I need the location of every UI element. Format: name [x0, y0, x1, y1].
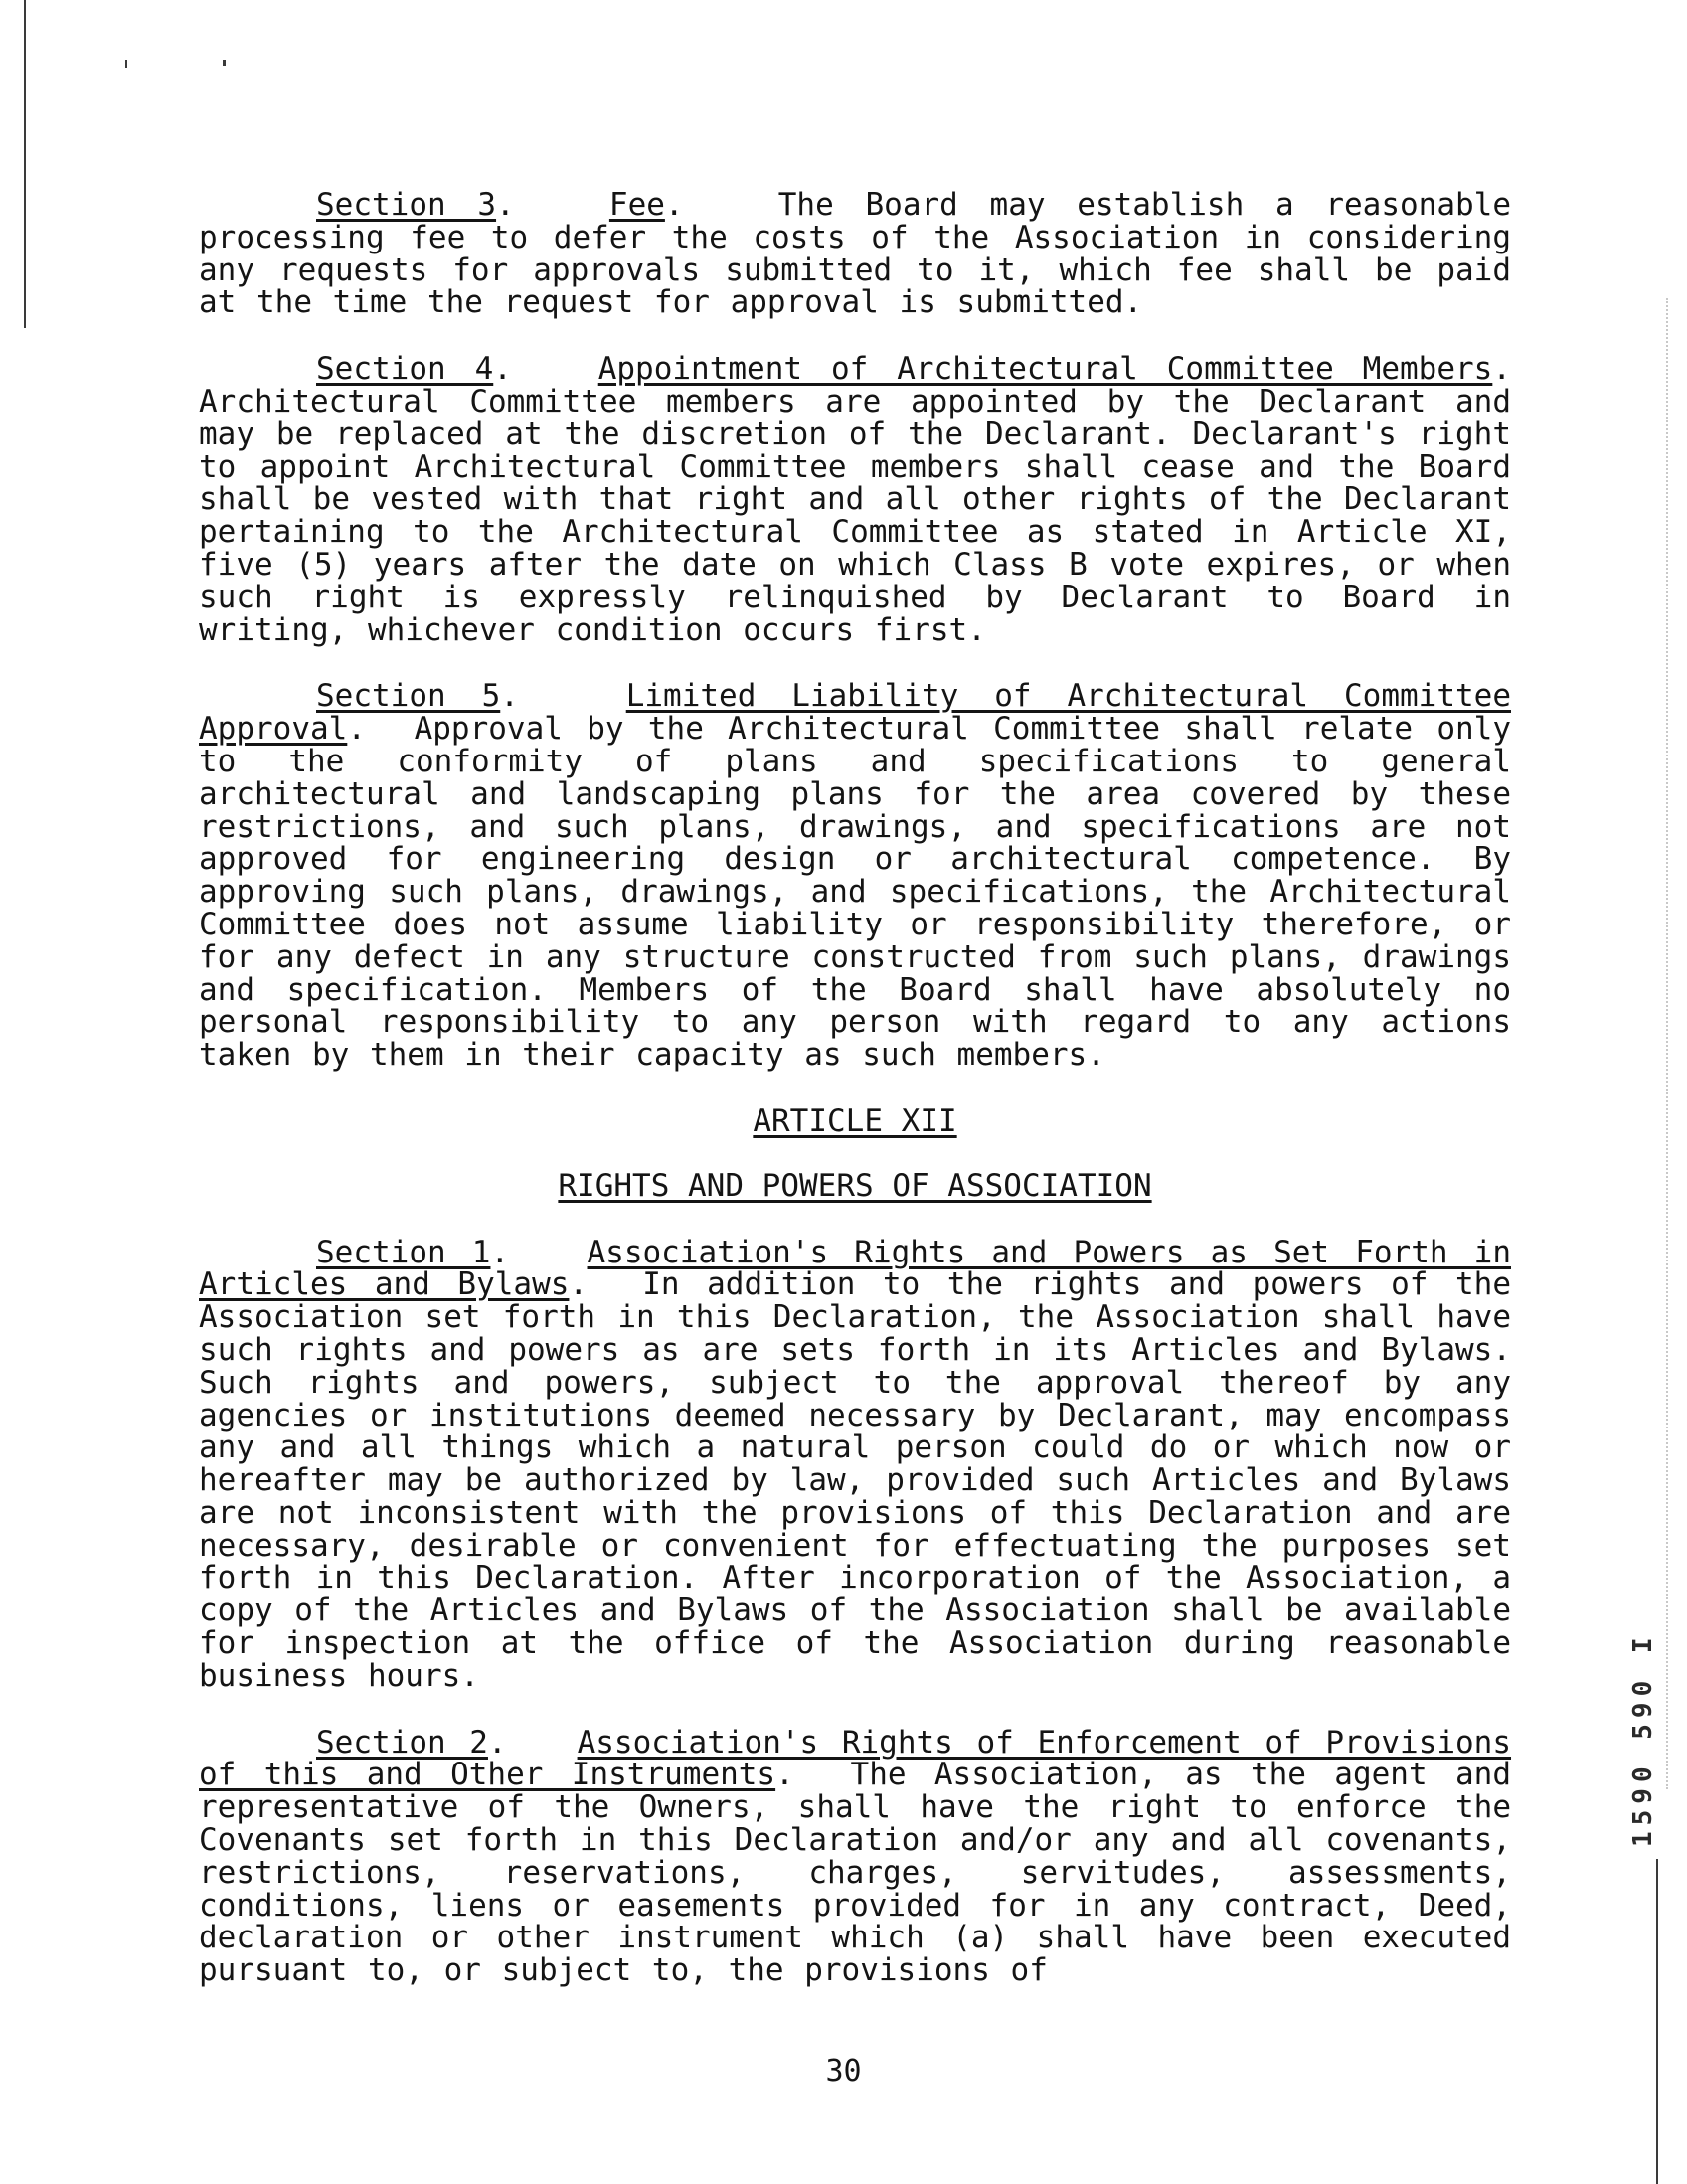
article-title	[199, 1167, 1511, 1204]
section-title: Association's Rights and Powers as Set Forth in Articles and Bylaws	[199, 1234, 1511, 1303]
scan-dotted-margin	[1666, 298, 1668, 1789]
article-section-2-paragraph: Section 2. Association's Rights of Enforcement of Provisions of this and Other Instruments. The Association, as the agent and representative of the Owners, shall have the right to enforce the Covenants set forth in this Declaration and/or any and all covenants, restrictions, reservations, charges, servitudes, assessments, conditions, liens or easements provided for in any contract, Deed, declaration or other instrument which (a) shall have been executed pursuant to, or subject to, the provisions of	[199, 1724, 1512, 1989]
article-title-text: RIGHTS AND POWERS OF ASSOCIATION	[558, 1167, 1152, 1204]
section-heading: Section 1	[316, 1234, 491, 1270]
section-body: The Association, as the agent and representative of the Owners, shall have the right to enforce the Covenants set forth in this Declaration and/or any and all covenants, restrictions, reservations, charges, servitudes, assessments, conditions, liens or easements provided for in any contract, Deed, declaration or other instrument which (a) shall have been executed pursuant to, or subject to, the provisions of	[199, 1757, 1511, 1989]
section-title: Fee	[608, 187, 665, 223]
margin-stamp: 1590 590 I	[1628, 1631, 1658, 1848]
section-heading: Section 5	[316, 678, 501, 715]
section-4-paragraph: Section 4. Appointment of Architectural Committee Members. Architectural Committee members are appointed by the Declarant and may be replaced at the discretion of the Declarant. Declarant's right to appoint Architectural Committee members shall cease and the Board shall be vested with that right and all other rights of the Declarant pertaining to the Architectural Committee as stated in Article XI, five (5) years after the date on which Class B vote expires, or when such right is expressly relinquished by Declarant to Board in writing, whichever condition occurs first.	[199, 351, 1511, 648]
section-body: Approval by the Architectural Committee shall relate only to the conformity of plans and specifications to general architectural and landscaping plans for the area covered by these restrictions, and such plans, drawings, and specifications are not approved for engineering design or architectural competence. By approving such plans, drawings, and specifications, the Architectural Committee does not assume liability or responsibility therefore, or for any defect in any structure constructed from such plans, drawings and specification. Members of the Board shall have absolutely no personal responsibility to any person with regard to any actions taken by them in their capacity as such members.	[199, 711, 1511, 1074]
section-3-paragraph: Section 3. Fee. The Board may establish a reasonable processing fee to defer the costs of the Association in considering any requests for approvals submitted to it, which fee shall be paid at the time the request for approval is submitted.	[199, 187, 1511, 321]
section-body: In addition to the rights and powers of the Association set forth in this Declaration, the Association shall have such rights and powers as are sets forth in its Articles and Bylaws. Such rights and powers, subject to the approval thereof by any agencies or institutions deemed necessary by Declarant, may encompass any and all things which a natural person could do or which now or hereafter may be authorized by law, provided such Articles and Bylaws are not inconsistent with the provisions of this Declaration and are necessary, desirable or convenient for effectuating the purposes set forth in this Declaration. After incorporation of the Association, a copy of the Articles and Bylaws of the Association shall be available for inspection at the office of the Association during reasonable business hours.	[199, 1266, 1511, 1694]
article-number	[199, 1102, 1511, 1139]
section-heading: Section 3	[316, 187, 497, 223]
document-body	[199, 189, 1511, 2021]
section-body: The Board may establish a reasonable processing fee to defer the costs of the Association in considering any requests for approvals submitted to it, which fee shall be paid at the time the request for approval is submitted.	[199, 187, 1511, 321]
section-title: Limited Liability of Architectural Committee Approval	[199, 678, 1511, 748]
article-number-text: ARTICLE XII	[753, 1102, 957, 1139]
scan-edge-line-left	[24, 0, 26, 328]
section-body: Architectural Committee members are appointed by the Declarant and may be replaced at the discretion of the Declarant. Declarant's right to appoint Architectural Committee members shall cease and the Board shall be vested with that right and all other rights of the Declarant pertaining to the Architectural Committee as stated in Article XI, five (5) years after the date on which Class B vote expires, or when such right is expressly relinquished by Declarant to Board in writing, whichever condition occurs first.	[199, 383, 1511, 648]
section-5-paragraph: Section 5. Limited Liability of Architectural Committee Approval. Approval by the Architectural Committee shall relate only to the conformity of plans and specifications to general architectural and landscaping plans for the area covered by these restrictions, and such plans, drawings, and specifications are not approved for engineering design or architectural competence. By approving such plans, drawings, and specifications, the Architectural Committee does not assume liability or responsibility therefore, or for any defect in any structure constructed from such plans, drawings and specification. Members of the Board shall have absolutely no personal responsibility to any person with regard to any actions taken by them in their capacity as such members.	[199, 678, 1511, 1074]
section-heading: Section 2	[316, 1724, 488, 1761]
page-number: 30	[825, 2054, 862, 2089]
scan-speck	[223, 60, 226, 66]
section-heading: Section 4	[316, 351, 494, 388]
section-title: Association's Rights of Enforcement of Provisions of this and Other Instruments	[199, 1724, 1512, 1793]
scan-speck	[125, 60, 127, 68]
section-title: Appointment of Architectural Committee Members	[597, 351, 1493, 388]
article-section-1-paragraph: Section 1. Association's Rights and Powers as Set Forth in Articles and Bylaws. In addition to the rights and powers of the Association set forth in this Declaration, the Association shall have such rights and powers as are sets forth in its Articles and Bylaws. Such rights and powers, subject to the approval thereof by any agencies or institutions deemed necessary by Declarant, may encompass any and all things which a natural person could do or which now or hereafter may be authorized by law, provided such Articles and Bylaws are not inconsistent with the provisions of this Declaration and are necessary, desirable or convenient for effectuating the purposes set forth in this Declaration. After incorporation of the Association, a copy of the Articles and Bylaws of the Association shall be available for inspection at the office of the Association during reasonable business hours.	[199, 1234, 1511, 1694]
